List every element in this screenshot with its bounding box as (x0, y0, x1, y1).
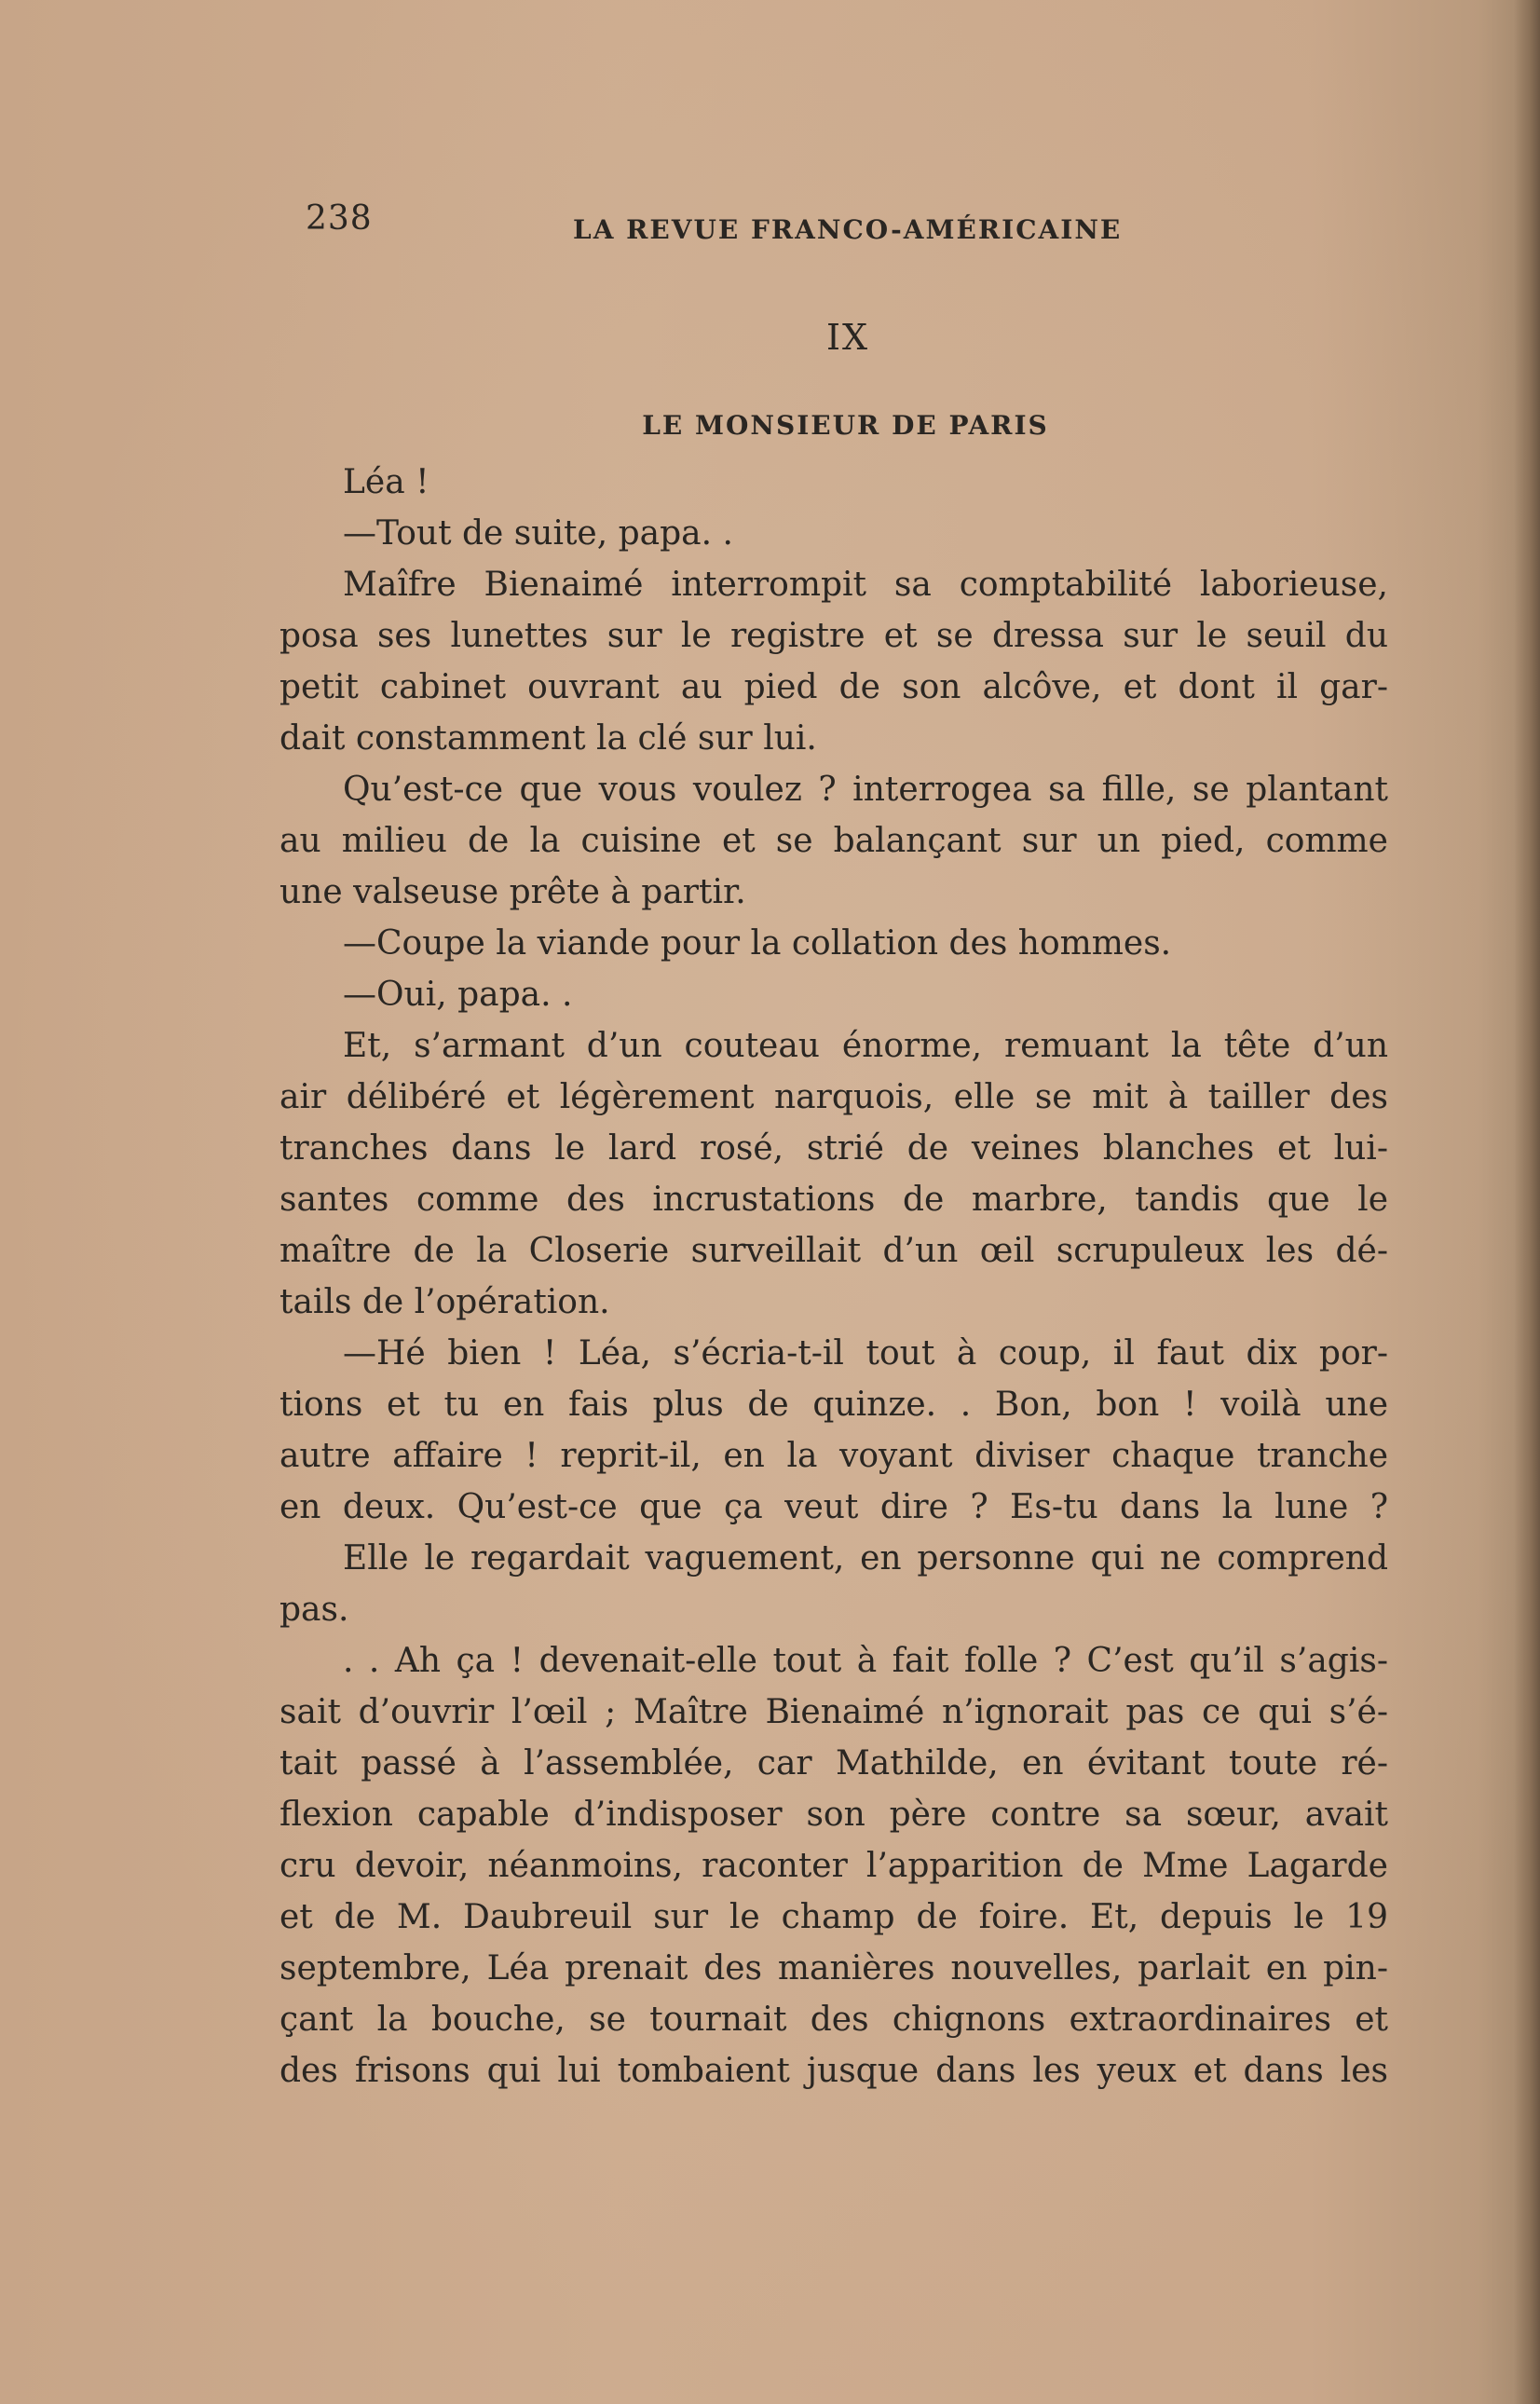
text-line: sait d’ouvrir l’œil ; Maître Bienaimé n’ignorait pas ce qui s’é- (279, 1693, 1388, 1731)
text-line: Maîfre Bienaimé interrompit sa comptabilité laborieuse, (343, 566, 1388, 604)
text-line: Elle le regardait vaguement, en personne qui ne comprend (343, 1539, 1388, 1578)
page-number: 238 (306, 199, 373, 238)
text-line: tions et tu en fais plus de quinze. . Bon, bon ! voilà une (279, 1386, 1388, 1424)
text-line: santes comme des incrustations de marbre, tandis que le (279, 1181, 1388, 1219)
chapter-number: IX (825, 317, 870, 358)
text-line: —Hé bien ! Léa, s’écria-t-il tout à coup, il faut dix por- (343, 1334, 1388, 1373)
page-spine-shadow (1514, 0, 1540, 2404)
text-line: et de M. Daubreuil sur le champ de foire. Et, depuis le 19 (279, 1898, 1388, 1936)
text-line: —Coupe la viande pour la collation des hommes. (343, 924, 1172, 963)
text-line: —Tout de suite, papa. . (343, 514, 733, 553)
text-line: au milieu de la cuisine et se balançant sur un pied, comme (279, 822, 1388, 860)
text-line: posa ses lunettes sur le registre et se dressa sur le seuil du (279, 617, 1388, 655)
text-line: Léa ! (343, 463, 429, 501)
running-title: LA REVUE FRANCO-AMÉRICAINE (573, 214, 1123, 245)
body-text (279, 457, 1388, 2097)
text-line: Qu’est-ce que vous voulez ? interrogea sa fille, se plantant (343, 771, 1388, 809)
text-line: tait passé à l’assemblée, car Mathilde, en évitant toute ré- (279, 1744, 1388, 1783)
text-line: petit cabinet ouvrant au pied de son alcôve, et dont il gar- (279, 668, 1388, 706)
text-line: septembre, Léa prenait des manières nouvelles, parlait en pin- (279, 1949, 1388, 1987)
text-line: autre affaire ! reprit-il, en la voyant diviser chaque tranche (279, 1437, 1388, 1475)
text-line: pas. (279, 1591, 349, 1629)
text-line: en deux. Qu’est-ce que ça veut dire ? Es-tu dans la lune ? (279, 1488, 1388, 1526)
text-line: des frisons qui lui tombaient jusque dans les yeux et dans les (279, 2052, 1388, 2090)
text-line: dait constamment la clé sur lui. (279, 719, 817, 758)
text-line: une valseuse prête à partir. (279, 873, 746, 911)
chapter-title: LE MONSIEUR DE PARIS (642, 410, 1049, 441)
text-line: air délibéré et légèrement narquois, elle se mit à tailler des (279, 1078, 1388, 1116)
text-line: tails de l’opération. (279, 1283, 610, 1321)
text-line: . . Ah ça ! devenait-elle tout à fait folle ? C’est qu’il s’agis- (343, 1642, 1388, 1680)
text-line: Et, s’armant d’un couteau énorme, remuant la tête d’un (343, 1027, 1388, 1065)
text-line: maître de la Closerie surveillait d’un œil scrupuleux les dé- (279, 1232, 1388, 1270)
text-line: tranches dans le lard rosé, strié de veines blanches et lui- (279, 1129, 1388, 1168)
text-line: cru devoir, néanmoins, raconter l’apparition de Mme Lagarde (279, 1847, 1388, 1885)
text-line: —Oui, papa. . (343, 976, 573, 1014)
text-line: flexion capable d’indisposer son père contre sa sœur, avait (279, 1796, 1388, 1834)
text-line: çant la bouche, se tournait des chignons extraordinaires et (279, 2001, 1388, 2039)
